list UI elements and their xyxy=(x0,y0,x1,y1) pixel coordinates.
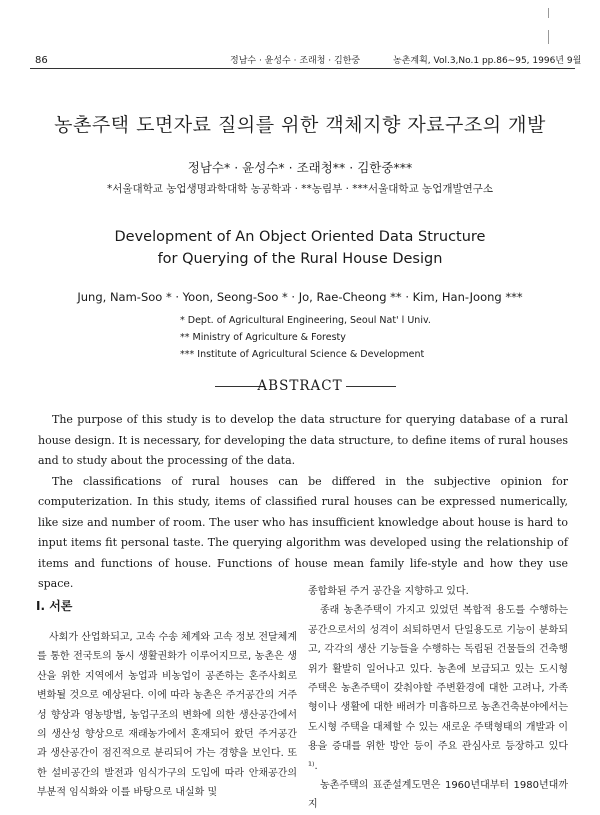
affiliation-line: ** Ministry of Agriculture & Foresty xyxy=(180,332,346,343)
authors-english: Jung, Nam-Soo * · Yoon, Seong-Soo * · Jo, Rae-Cheong ** · Kim, Han-Joong *** xyxy=(77,290,523,304)
abstract-rule-right xyxy=(346,386,396,387)
body-paragraph: 사회가 산업화되고, 고속 수송 체계와 고속 정보 전달체계를 통한 전국토의 동시 생활권화가 이루어지므로, 농촌은 생산을 위한 지역에서 농업과 비농업이 공존하는 혼주사회로 변화될 것으로 예상된다. 이에 따라 농촌은 주거공간의 거주성 향상과 영농방법, 농업구조의 변화에 의한 생산공간에서의 생산성 향상으로 재래농가에서 혼재되어 왔던 주거공간과 생산공간이 점진적으로 분리되어 가는 경향을 보인다. 또한 설비공간의 발전과 임식가구의 도입에 따라 안채공간의 부분적 임식화와 이를 바탕으로 내실화 및 xyxy=(37,632,297,799)
title-english xyxy=(0,226,600,270)
running-header-journal: 농촌계획, Vol.3,No.1 pp.86∼95, 1996년 9월 xyxy=(393,56,582,66)
page-number: 86 xyxy=(35,55,48,66)
body-paragraph: 종래 농촌주택이 가지고 있었던 복합적 용도를 수행하는 공간으로서의 성격이 쇠퇴하면서 단일용도로 기능이 분화되고, 각각의 생산 기능들을 수행하는 독립된 건물들의 건축행위가 활발히 일어나고 있다. 농촌에 보급되고 있는 도시형 주택은 농촌주택이 갖춰야할 주변환경에 대한 고려나, 가족형이나 생활에 대한 배려가 미흡하므로 농촌건축분야에서는 도시형 주택을 대체할 수 있는 새로운 주택형태의 개발과 이용을 증대를 위한 방안 등이 주요 관심사로 등장하고 있다 ¹⁾. xyxy=(308,605,568,772)
abstract-paragraph: The classifications of rural houses can be differed in the subjective opinion for computerization. In this study, items of classified rural houses can be expressed numerically, like size and number of room. The user who has insufficient knowledge about house is hard to input items fit personal taste. The querying algorithm was developed using the relationship of items and functions of house. Functions of house mean family life-style and how they use space. xyxy=(38,474,568,590)
title-english-line1: Development of An Object Oriented Data Structure xyxy=(114,229,486,245)
scan-edge-mark xyxy=(548,30,549,44)
title-english-line2: for Querying of the Rural House Design xyxy=(157,251,443,267)
affiliation-line: *** Institute of Agricultural Science & Development xyxy=(180,349,425,360)
authors-korean: 정남수* · 윤성수* · 조래청** · 김한중*** xyxy=(187,160,413,175)
body-paragraph: 농촌주택의 표준설계도면은 1960년대부터 1980년대까지 xyxy=(308,780,568,811)
affiliations-english xyxy=(180,312,431,363)
body-paragraph: 종합화된 주거 공간을 지향하고 있다. xyxy=(308,586,469,597)
abstract-paragraph: The purpose of this study is to develop the data structure for querying database of a rural house design. It is necessary, for developing the data structure, to define items of rural houses and to study about the processing of the data. xyxy=(38,413,568,467)
affiliation-korean: *서울대학교 농업생명과학대학 농공학과 · **농림부 · ***서울대학교 농업개발연구소 xyxy=(106,183,494,195)
title-korean: 농촌주택 도면자료 질의를 위한 객체지향 자료구조의 개발 xyxy=(54,114,546,136)
abstract-body xyxy=(38,410,568,595)
abstract-heading: ABSTRACT xyxy=(257,378,343,394)
running-header-authors: 정남수 · 윤성수 · 조래청 · 김한중 xyxy=(230,56,361,66)
affiliation-line: * Dept. of Agricultural Engineering, Seoul Nat' l Univ. xyxy=(180,315,431,326)
right-column xyxy=(308,582,568,815)
left-column xyxy=(37,628,297,803)
scan-edge-mark xyxy=(548,8,549,18)
header-rule xyxy=(30,68,575,69)
section-heading: I. 서론 xyxy=(36,599,73,613)
